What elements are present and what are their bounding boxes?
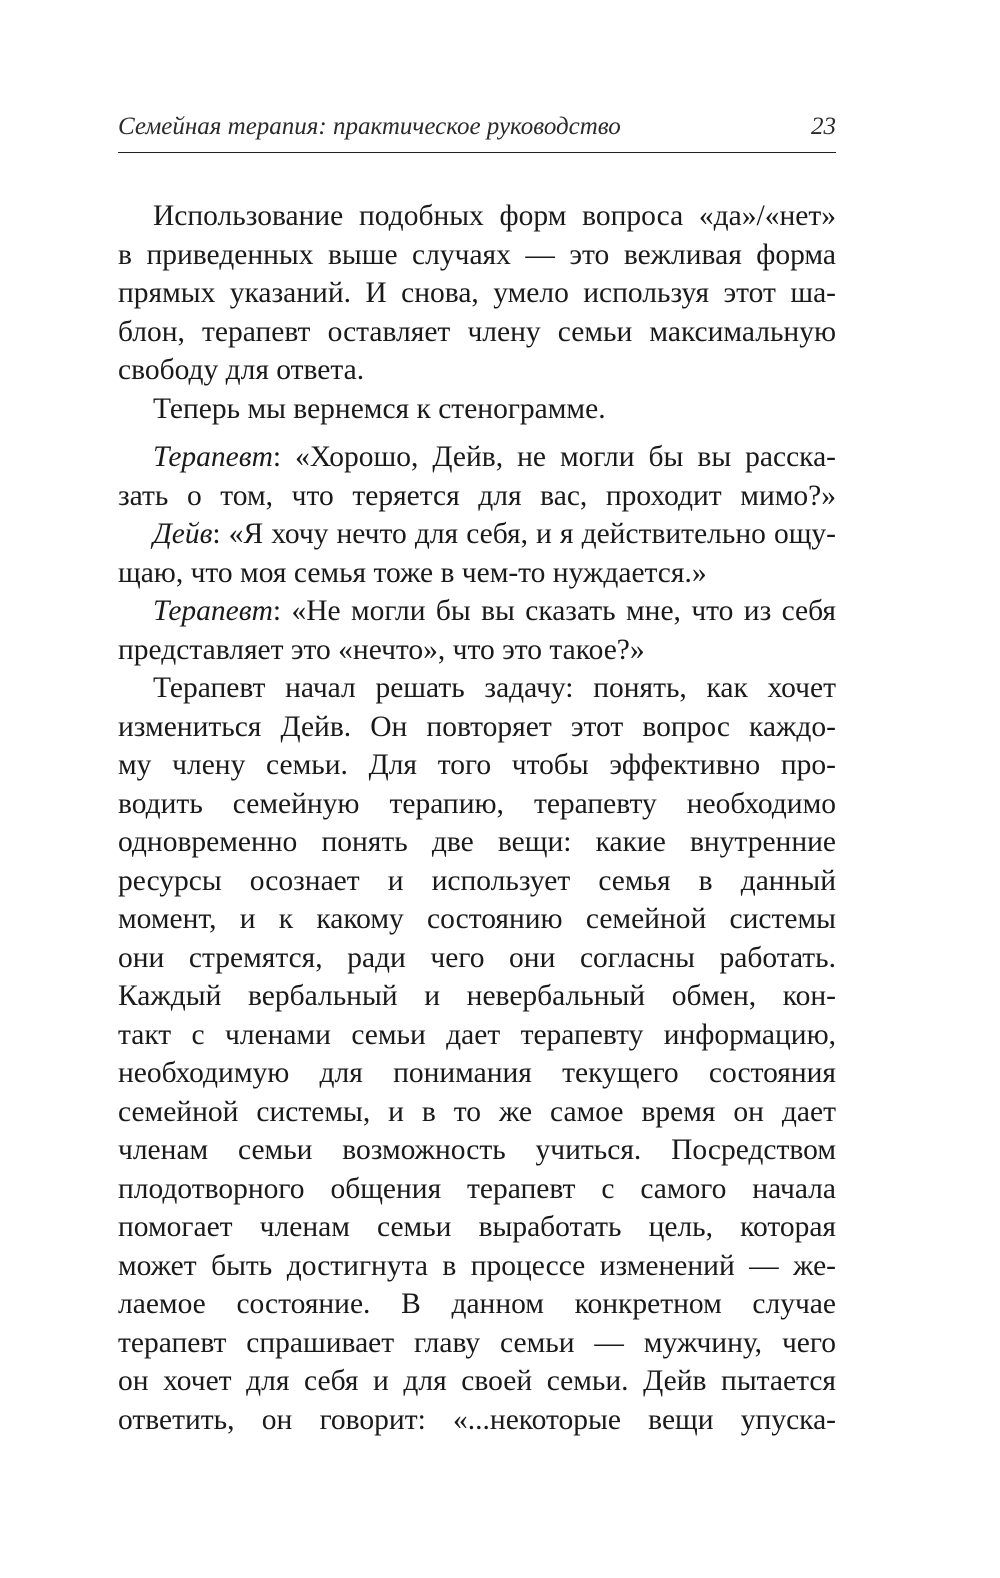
text-line: Терапевт начал решать задачу: понять, как хочет	[153, 672, 836, 704]
text-line: Каждый вербальный и невербальный обмен, кон-	[118, 980, 836, 1012]
text-line: свободу для ответа.	[118, 354, 365, 386]
text-line: одновременно понять две вещи: какие внутренние	[118, 826, 836, 858]
text-line: ответить, он говорит: «...некоторые вещи упуска-	[118, 1403, 836, 1436]
text-line: плодотворного общения терапевт с самого начала	[118, 1172, 836, 1205]
dialogue-text: : «Хорошо, Дейв, не могли бы вы расска-	[272, 441, 836, 473]
dialogue-line	[118, 515, 836, 554]
dialogue-line	[118, 592, 836, 631]
dialogue-text: : «Я хочу нечто для себя, и я действительно ощу-	[212, 518, 836, 550]
text-line: щаю, что моя семья тоже в чем-то нуждается.»	[118, 556, 707, 589]
text-line: прямых указаний. И снова, умело используя этот ша-	[118, 277, 836, 309]
text-line: необходимую для понимания текущего состояния	[118, 1057, 836, 1089]
text-line: помогает членам семьи выработать цель, которая	[118, 1211, 836, 1243]
text-line: представляет это «нечто», что это такое?»	[118, 633, 645, 666]
speaker-name: Терапевт	[153, 595, 273, 627]
dialogue-line	[118, 438, 836, 477]
text-line: ресурсы осознает и использует семья в данный	[118, 864, 836, 897]
text-line: может быть достигнута в процессе изменений — же-	[118, 1249, 836, 1282]
text-line: измениться Дейв. Он повторяет этот вопрос каждо-	[118, 710, 836, 743]
text-line: семейной системы, и в то же самое время он дает	[118, 1095, 836, 1128]
text-line: Теперь мы вернемся к стенограмме.	[153, 392, 606, 425]
running-title: Семейная терапия: практическое руководство	[118, 113, 621, 140]
page-number: 23	[811, 113, 836, 140]
body-text	[118, 197, 836, 1439]
text-line: такт с членами семьи дает терапевту информацию,	[118, 1018, 836, 1051]
text-line: он хочет для себя и для своей семьи. Дейв пытается	[118, 1365, 836, 1397]
text-line: в приведенных выше случаях — это вежливая форма	[118, 238, 836, 271]
text-line: блон, терапевт оставляет члену семьи максимальную	[118, 315, 836, 348]
running-header	[118, 112, 836, 153]
speaker-name: Терапевт	[153, 441, 273, 473]
speaker-name: Дейв	[153, 518, 213, 550]
text-line: терапевт спрашивает главу семьи — мужчину, чего	[118, 1326, 836, 1359]
text-line: зать о том, что теряется для вас, проходит мимо?»	[118, 479, 836, 512]
text-line: лаемое состояние. В данном конкретном случае	[118, 1288, 836, 1320]
text-line: они стремятся, ради чего они согласны работать.	[118, 941, 836, 974]
text-line: Использование подобных форм вопроса «да»/«нет»	[153, 200, 836, 232]
text-line: момент, и к какому состоянию семейной системы	[118, 903, 836, 935]
text-line: членам семьи возможность учиться. Посредством	[118, 1134, 836, 1166]
text-line: водить семейную терапию, терапевту необходимо	[118, 787, 836, 820]
text-line: му члену семьи. Для того чтобы эффективно про-	[118, 749, 836, 781]
dialogue-text: : «Не могли бы вы сказать мне, что из себя	[272, 595, 836, 627]
